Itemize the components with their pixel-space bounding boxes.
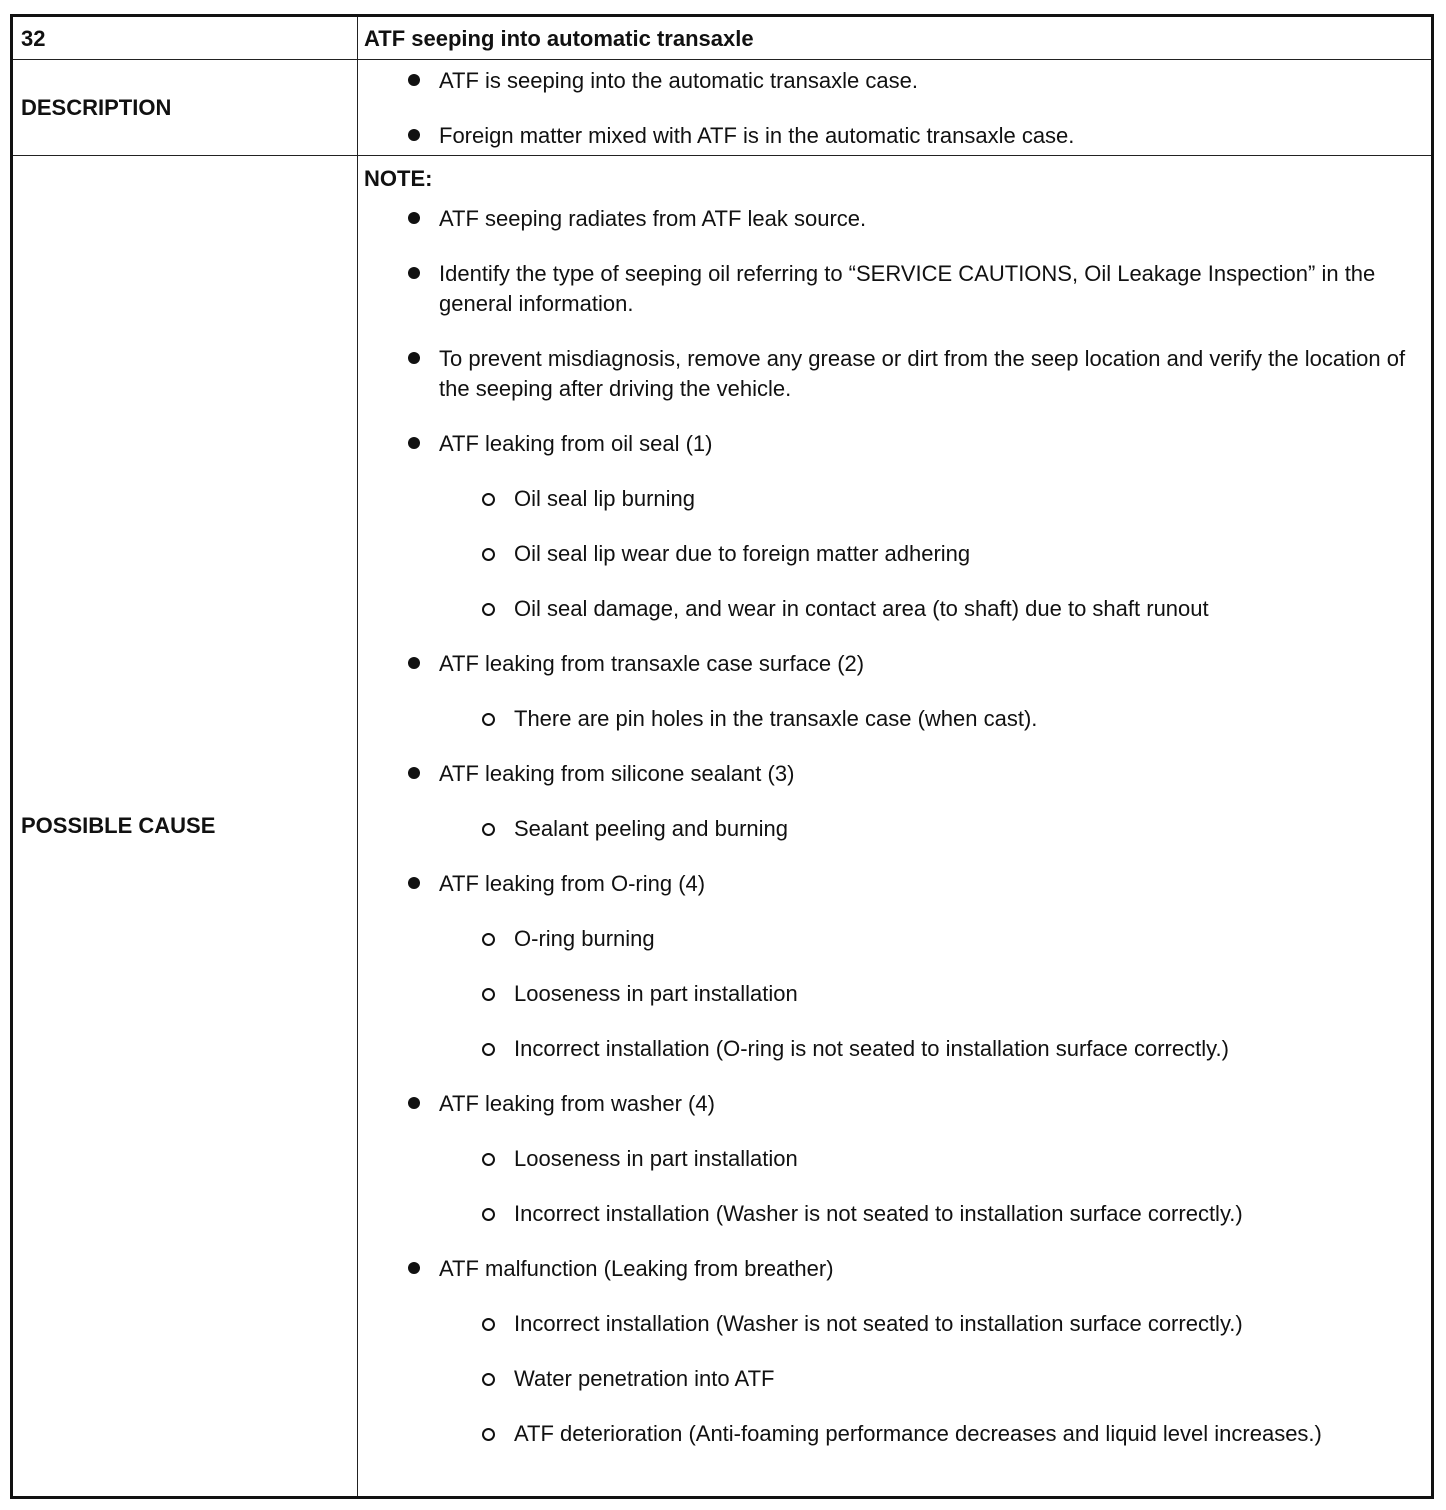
bullet-icon <box>408 212 420 224</box>
cause-subitem <box>358 1419 1431 1449</box>
cause-subitem-text: Incorrect installation (Washer is not seated to installation surface correctly.) <box>514 1201 1243 1226</box>
cause-subitem <box>358 704 1431 734</box>
hollow-bullet-icon <box>482 988 495 1001</box>
cause-item <box>358 259 1431 319</box>
possible-cause-list <box>358 204 1431 1449</box>
cause-item <box>358 1254 1431 1284</box>
troubleshooting-table <box>10 14 1434 1499</box>
cause-subitem-text: There are pin holes in the transaxle case (when cast). <box>514 706 1038 731</box>
possible-cause-cell <box>358 156 1433 1498</box>
cause-subitem-text: Looseness in part installation <box>514 981 798 1006</box>
hollow-bullet-icon <box>482 1208 495 1221</box>
description-item <box>358 66 1431 96</box>
cause-item <box>358 759 1431 789</box>
cause-subitem <box>358 924 1431 954</box>
cause-subitem <box>358 1034 1431 1064</box>
description-row <box>12 60 1433 156</box>
cause-subitem-text: Incorrect installation (Washer is not seated to installation surface correctly.) <box>514 1311 1243 1336</box>
cause-subitem-text: Oil seal lip wear due to foreign matter adhering <box>514 541 971 566</box>
cause-subitem-text: ATF deterioration (Anti-foaming performance decreases and liquid level increases.) <box>514 1421 1322 1446</box>
symptom-title: ATF seeping into automatic transaxle <box>358 16 1433 60</box>
cause-item-text: ATF leaking from silicone sealant (3) <box>439 761 795 786</box>
bullet-icon <box>408 1262 420 1274</box>
cause-subitem <box>358 539 1431 569</box>
cause-item-text: Identify the type of seeping oil referring to “SERVICE CAUTIONS, Oil Leakage Inspection” in the general information. <box>439 261 1376 316</box>
cause-item-text: ATF leaking from washer (4) <box>439 1091 715 1116</box>
bullet-icon <box>408 129 420 141</box>
cause-subitem-text: O-ring burning <box>514 926 655 951</box>
cause-item <box>358 649 1431 679</box>
bullet-icon <box>408 352 420 364</box>
cause-item-text: ATF leaking from O-ring (4) <box>439 871 706 896</box>
bullet-icon <box>408 767 420 779</box>
cause-item <box>358 204 1431 234</box>
cause-subitem <box>358 1199 1431 1229</box>
cause-subitem <box>358 814 1431 844</box>
bullet-icon <box>408 1097 420 1109</box>
hollow-bullet-icon <box>482 823 495 836</box>
cause-item-text: ATF leaking from transaxle case surface (2) <box>439 651 865 676</box>
cause-item-text: ATF malfunction (Leaking from breather) <box>439 1256 834 1281</box>
hollow-bullet-icon <box>482 548 495 561</box>
cause-item <box>358 344 1431 404</box>
possible-cause-label: POSSIBLE CAUSE <box>12 156 358 1498</box>
bullet-icon <box>408 437 420 449</box>
description-item-text: ATF is seeping into the automatic transaxle case. <box>439 68 918 93</box>
cause-subitem-text: Sealant peeling and burning <box>514 816 789 841</box>
hollow-bullet-icon <box>482 1428 495 1441</box>
cause-subitem <box>358 1309 1431 1339</box>
cause-item-text: ATF seeping radiates from ATF leak source. <box>439 206 867 231</box>
cause-item <box>358 429 1431 459</box>
cause-subitem-text: Oil seal lip burning <box>514 486 695 511</box>
cause-item <box>358 1089 1431 1119</box>
hollow-bullet-icon <box>482 933 495 946</box>
bullet-icon <box>408 657 420 669</box>
cause-item-text: To prevent misdiagnosis, remove any grease or dirt from the seep location and verify the location of the seeping after driving the vehicle. <box>439 346 1406 401</box>
bullet-icon <box>408 267 420 279</box>
cause-subitem-text: Oil seal damage, and wear in contact area (to shaft) due to shaft runout <box>514 596 1209 621</box>
cause-item <box>358 869 1431 899</box>
symptom-number: 32 <box>12 16 358 60</box>
hollow-bullet-icon <box>482 1153 495 1166</box>
description-label: DESCRIPTION <box>12 60 358 156</box>
hollow-bullet-icon <box>482 1043 495 1056</box>
hollow-bullet-icon <box>482 713 495 726</box>
description-cell <box>358 60 1433 156</box>
cause-subitem-text: Incorrect installation (O-ring is not seated to installation surface correctly.) <box>514 1036 1229 1061</box>
cause-subitem <box>358 484 1431 514</box>
bullet-icon <box>408 877 420 889</box>
hollow-bullet-icon <box>482 493 495 506</box>
bullet-icon <box>408 74 420 86</box>
description-list <box>358 66 1431 151</box>
cause-subitem <box>358 1364 1431 1394</box>
cause-item-text: ATF leaking from oil seal (1) <box>439 431 713 456</box>
header-row <box>12 16 1433 60</box>
cause-subitem <box>358 1144 1431 1174</box>
description-item-text: Foreign matter mixed with ATF is in the automatic transaxle case. <box>439 123 1075 148</box>
possible-cause-row <box>12 156 1433 1498</box>
cause-subitem <box>358 594 1431 624</box>
hollow-bullet-icon <box>482 1373 495 1386</box>
cause-subitem-text: Water penetration into ATF <box>514 1366 775 1391</box>
cause-subitem-text: Looseness in part installation <box>514 1146 798 1171</box>
cause-subitem <box>358 979 1431 1009</box>
hollow-bullet-icon <box>482 603 495 616</box>
note-label: NOTE: <box>364 166 433 191</box>
hollow-bullet-icon <box>482 1318 495 1331</box>
description-item <box>358 121 1431 151</box>
